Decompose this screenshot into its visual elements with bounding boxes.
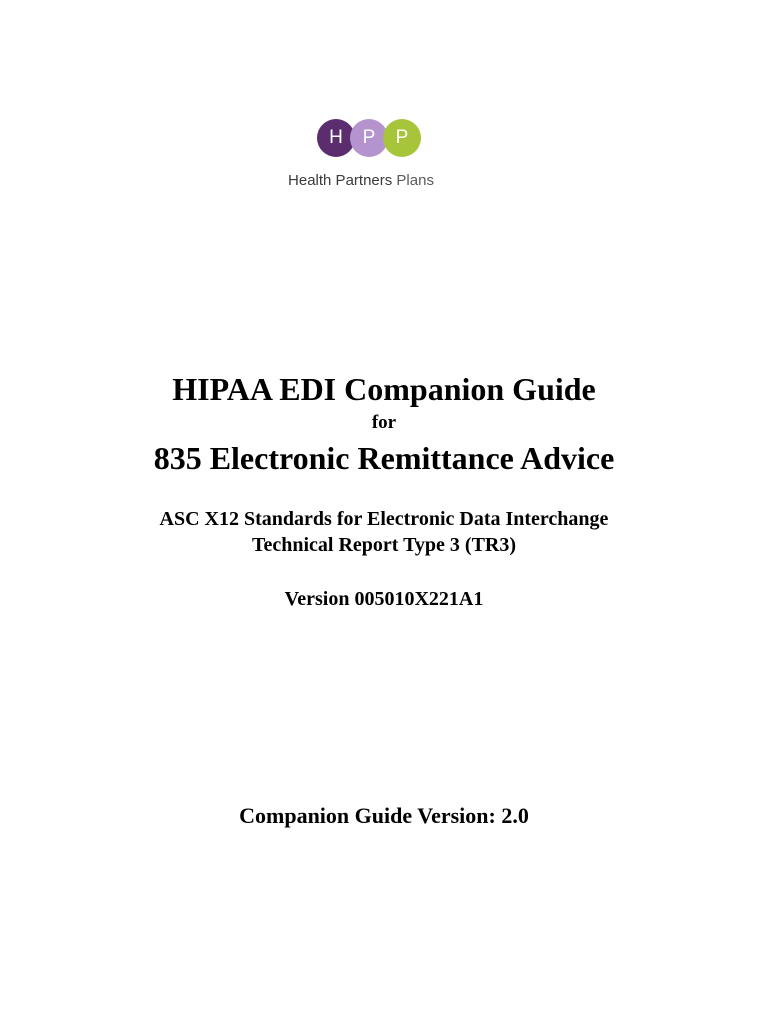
logo-wordmark (246, 172, 476, 189)
for-label: for (371, 412, 397, 433)
document-subtitle: 835 Electronic Remittance Advice (153, 440, 615, 476)
logo-wordmark-light: Plans (396, 172, 434, 189)
hpp-logo (246, 92, 476, 206)
logo-circle-h: H (317, 119, 355, 157)
standards-line-2: Technical Report Type 3 (TR3) (251, 534, 517, 556)
companion-guide-version: Companion Guide Version: 2.0 (239, 803, 529, 828)
standards-line-1: ASC X12 Standards for Electronic Data Interchange (159, 508, 609, 530)
standard-version: Version 005010X221A1 (284, 588, 484, 610)
logo-wordmark-bold: Health Partners (288, 172, 393, 189)
document-title: HIPAA EDI Companion Guide (172, 371, 596, 407)
logo-circle-p2: P (383, 119, 421, 157)
logo-circle-p1: P (350, 119, 388, 157)
